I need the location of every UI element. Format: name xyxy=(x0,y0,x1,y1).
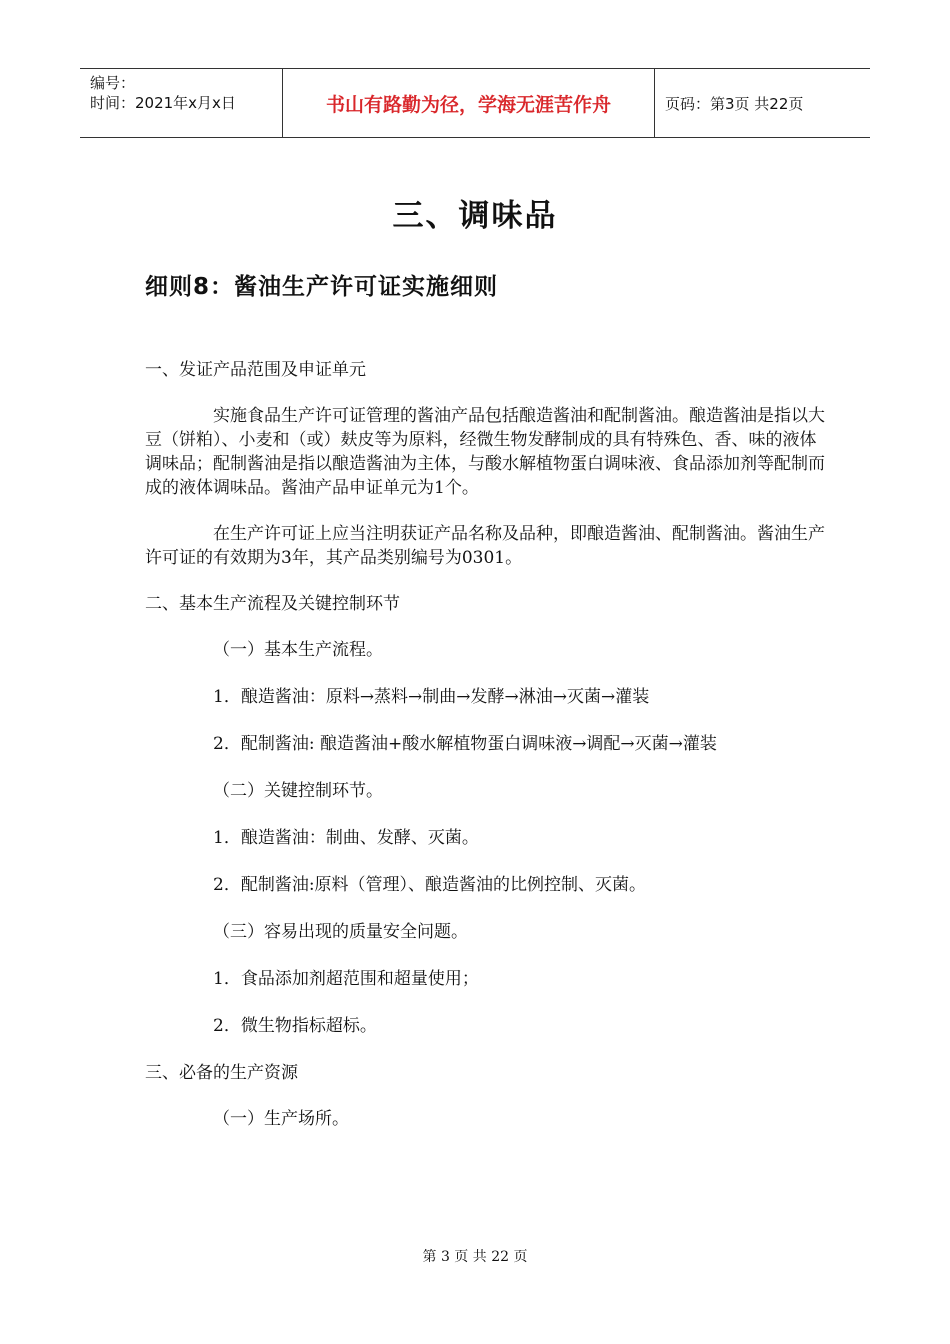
subheading-site: （一）生产场所。 xyxy=(213,1109,349,1129)
paragraph-license: 在生产许可证上应当注明获证产品名称及品种，即酿造酱油、配制酱油。酱油生产许可证的有效期为3年，其产品类别编号为0301。 xyxy=(145,524,825,568)
subheading-basic-process: （一）基本生产流程。 xyxy=(213,640,383,660)
header-page-info: 页码：第3页 共22页 xyxy=(665,94,804,113)
section-subtitle: 细则8：酱油生产许可证实施细则 xyxy=(145,274,499,300)
list-item: 1．酿造酱油：原料→蒸料→制曲→发酵→淋油→灭菌→灌装 xyxy=(213,687,650,707)
time-label: 时间：2021年x月x日 xyxy=(90,94,236,112)
subheading-quality-issues: （三）容易出现的质量安全问题。 xyxy=(213,922,468,942)
number-label: 编号： xyxy=(90,74,136,92)
page-title: 三、调味品 xyxy=(392,198,558,234)
heading-process: 二、基本生产流程及关键控制环节 xyxy=(145,594,400,614)
header-meta xyxy=(80,69,282,137)
list-item: 2．配制酱油: 酿造酱油+酸水解植物蛋白调味液→调配→灭菌→灌装 xyxy=(213,734,717,754)
document-header xyxy=(80,68,870,138)
list-item: 1．酿造酱油：制曲、发酵、灭菌。 xyxy=(213,828,479,848)
paragraph-scope: 实施食品生产许可证管理的酱油产品包括酿造酱油和配制酱油。酿造酱油是指以大豆（饼粕）、小麦和（或）麸皮等为原料，经微生物发酵制成的具有特殊色、香、味的液体调味品；配制酱油是指以酿造酱油为主体，与酸水解植物蛋白调味液、食品添加剂等配制而成的液体调味品。酱油产品申证单元为1个。 xyxy=(145,406,825,498)
list-item: 1．食品添加剂超范围和超量使用； xyxy=(213,969,479,989)
list-item: 2．微生物指标超标。 xyxy=(213,1016,377,1036)
heading-scope: 一、发证产品范围及申证单元 xyxy=(145,360,366,380)
header-motto: 书山有路勤为径，学海无涯苦作舟 xyxy=(282,69,655,137)
list-item: 2．配制酱油:原料（管理）、酿造酱油的比例控制、灭菌。 xyxy=(213,875,647,895)
heading-resources: 三、必备的生产资源 xyxy=(145,1063,298,1083)
subheading-key-control: （二）关键控制环节。 xyxy=(213,781,383,801)
document-body xyxy=(145,358,825,1154)
page-footer: 第 3 页 共 22 页 xyxy=(422,1249,528,1265)
